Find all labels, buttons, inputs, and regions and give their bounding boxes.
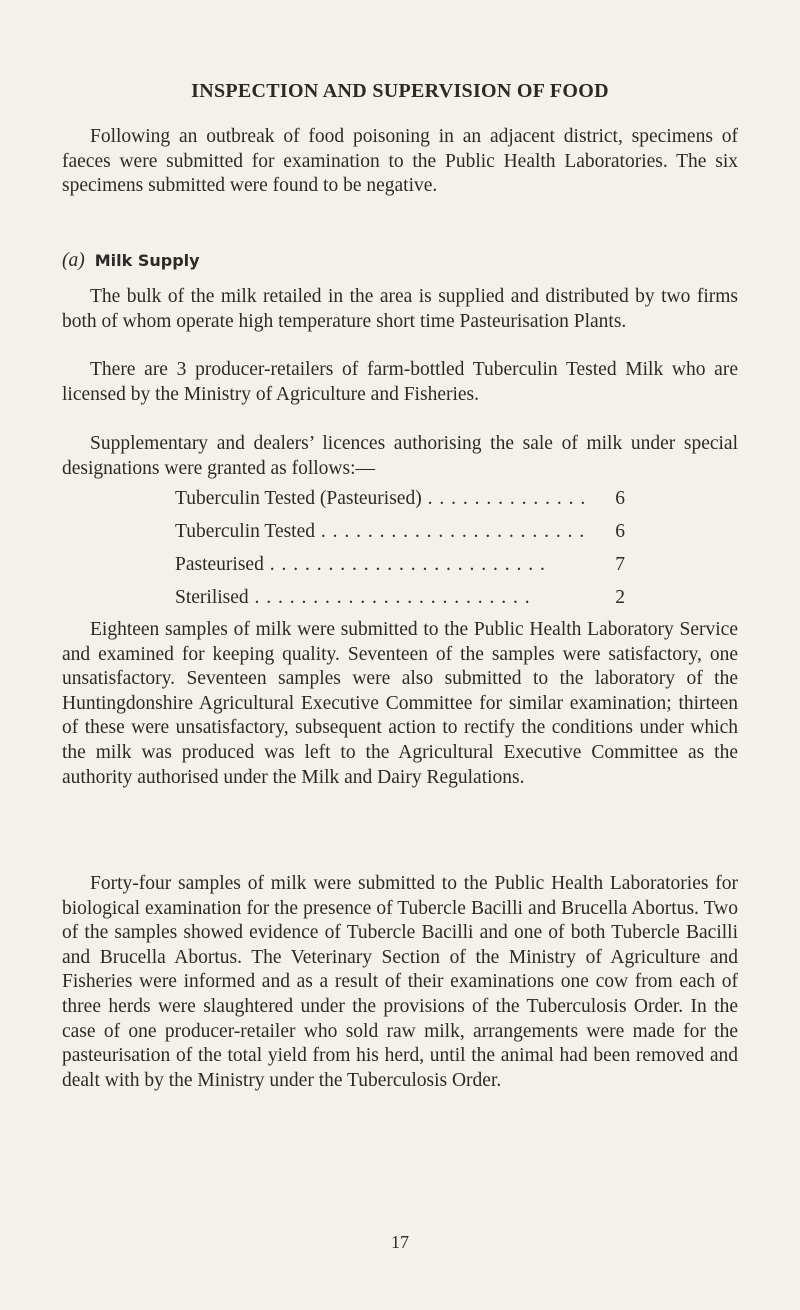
licence-label: Sterilised . . . (175, 587, 585, 609)
page-heading: INSPECTION AND SUPERVISION OF FOOD (191, 80, 609, 102)
subsection-title: Milk Supply (94, 251, 200, 270)
page-number: 17 (391, 1232, 409, 1252)
licence-count: 2 (615, 586, 625, 608)
paragraph-licences-intro: Supplementary and dealers’ licences authorising the sale of milk under special designations were granted as follows:— (62, 433, 738, 479)
paragraph-food-poisoning: Following an outbreak of food poisoning in an adjacent district, specimens of faeces were submitted for examination to the Public Health Laboratories. The six specimens submitted were found to be negative. (62, 126, 738, 197)
subsection-letter: (a) (62, 250, 85, 271)
subsection-heading (62, 250, 200, 272)
licence-row (175, 482, 625, 515)
licence-row (175, 548, 625, 581)
paragraph-producer-retailers: There are 3 producer-retailers of farm-bottled Tuberculin Tested Milk who are licensed by the Ministry of Agriculture and Fisheries. (62, 359, 738, 405)
paragraph-keeping-quality: Eighteen samples of milk were submitted to the Public Health Laboratory Service and examined for keeping quality. Seventeen of the samples were satisfactory, one unsatisfactory. Seventeen samples were also submitted to the laboratory of the Huntingdonshire Agricultural Executive Committee for similar examination; thirteen of these were unsatisfactory, subsequent action to rectify the conditions under which the milk was produced was left to the Agricultural Executive Committee as the authority authorised under the Milk and Dairy Regulations. (62, 619, 738, 788)
licence-label: Pasteurised . . . (175, 554, 585, 576)
licence-label: Tuberculin Tested (Pasteurised) . . . (175, 488, 585, 510)
licence-count: 7 (615, 553, 625, 575)
licences-table (175, 482, 625, 614)
licence-row (175, 581, 625, 614)
licence-count: 6 (615, 487, 625, 509)
licence-row (175, 515, 625, 548)
licence-label: Tuberculin Tested . . . (175, 521, 585, 543)
paragraph-milk-bulk: The bulk of the milk retailed in the area is supplied and distributed by two firms both of whom operate high temperature short time Pasteurisation Plants. (62, 286, 738, 332)
paragraph-biological-examination: Forty-four samples of milk were submitted to the Public Health Laboratories for biological examination for the presence of Tubercle Bacilli and Brucella Abortus. Two of the samples showed evidence of Tubercle Bacilli and one of both Tubercle Bacilli and Brucella Abortus. The Veterinary Section of the Ministry of Agriculture and Fisheries were informed and as a result of their examinations one cow from each of three herds were slaughtered under the provisions of the Tuberculosis Order. In the case of one producer-retailer who sold raw milk, arrangements were made for the pasteurisation of the total yield from his herd, until the animal had been removed and dealt with by the Ministry under the Tuberculosis Order. (62, 873, 738, 1091)
licence-count: 6 (615, 520, 625, 542)
